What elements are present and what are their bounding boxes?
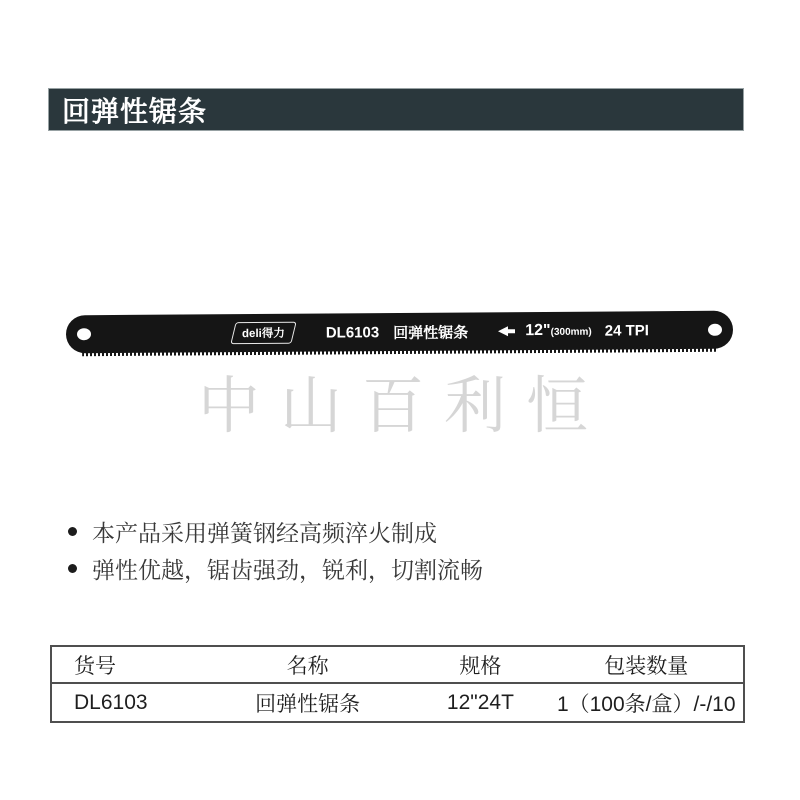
header-item-no: 货号: [74, 654, 116, 678]
product-image-hacksaw-blade: [66, 311, 733, 354]
list-item: [68, 513, 483, 550]
blade-mount-hole-left: [77, 328, 91, 340]
page-title: 回弹性锯条: [62, 95, 208, 127]
header-packing-qty: 包装数量: [604, 654, 689, 678]
feature-text: 本产品采用弹簧钢经高频淬火制成: [92, 520, 437, 546]
deli-brand-logo-text: deli得力: [241, 327, 285, 341]
cell-spec: 12"24T: [446, 690, 514, 714]
list-item: [68, 550, 483, 587]
feature-text: 弹性优越，锯齿强劲，锐利，切割流畅: [92, 557, 483, 583]
bullet-icon: [68, 527, 77, 536]
left-arrow-head: [498, 326, 508, 336]
blade-model-number: DL6103: [325, 323, 380, 342]
cell-item-no: DL6103: [74, 690, 148, 714]
cell-packing-qty: 1（100条/盒）/-/10: [556, 692, 736, 716]
left-arrow-icon: [498, 326, 515, 336]
blade-tpi-spec: 24 TPI: [604, 321, 649, 340]
blade-product-name: 回弹性锯条: [393, 324, 469, 342]
left-arrow-tail: [508, 329, 515, 333]
blade-length-inch: 12": [525, 321, 551, 340]
blade-length-mm: (300mm): [550, 326, 592, 338]
deli-brand-logo: [230, 322, 296, 344]
watermark-text: 中山百利恒: [198, 369, 609, 442]
cell-name: 回弹性锯条: [255, 692, 361, 716]
blade-mount-hole-right: [708, 324, 722, 336]
table-row: [52, 684, 743, 721]
header-name: 名称: [286, 654, 329, 678]
spec-table: [50, 645, 745, 723]
section-title-bar: [48, 88, 744, 131]
bullet-icon: [68, 564, 77, 573]
blade-printed-text: [233, 311, 649, 352]
feature-list: [68, 513, 483, 587]
table-header-row: [52, 647, 743, 684]
header-spec: 规格: [459, 654, 502, 678]
blade-length-spec: [525, 322, 592, 340]
